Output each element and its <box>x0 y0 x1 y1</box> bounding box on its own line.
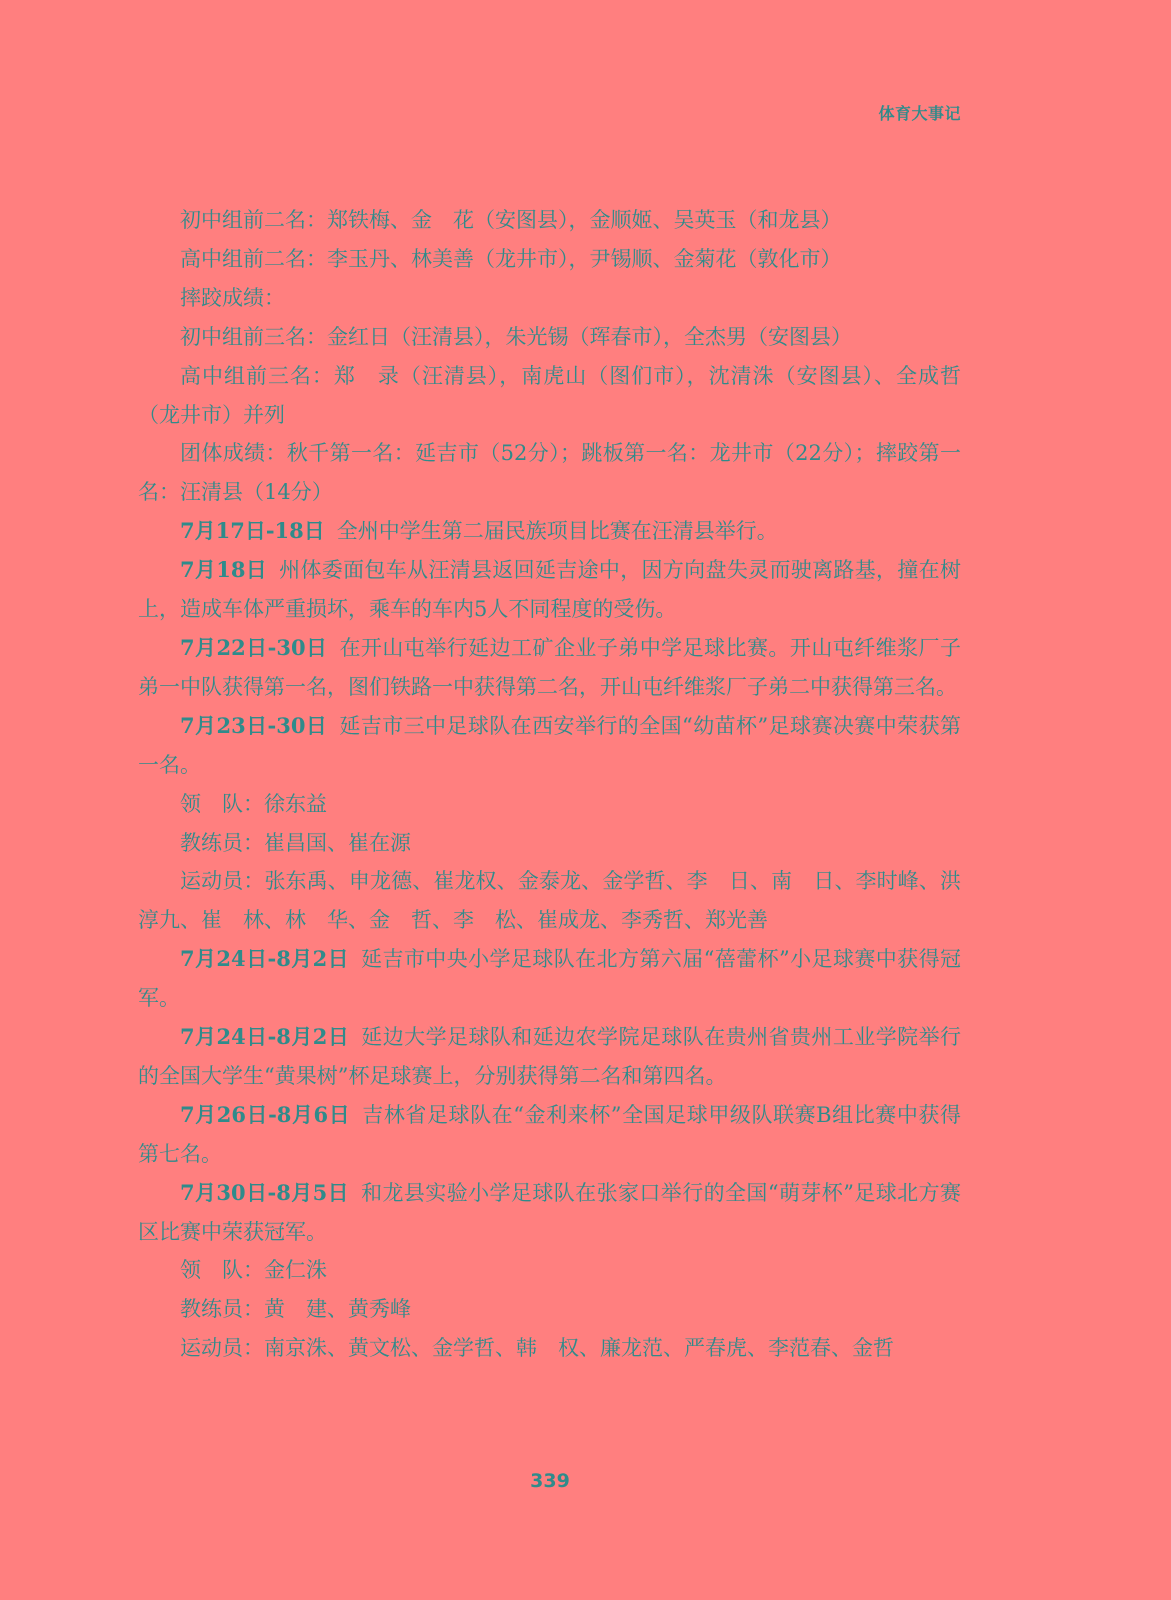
paragraph-text: 教练员：黄 建、黄秀峰 <box>180 1297 411 1322</box>
entry-text: 全州中学生第二届民族项目比赛在汪清县举行。 <box>336 519 778 544</box>
paragraph <box>138 279 961 318</box>
dated-entry <box>138 629 961 707</box>
body-text <box>138 201 961 1368</box>
paragraph <box>138 318 961 357</box>
entry-text: 和龙县实验小学足球队在张家口举行的全国“萌芽杯”足球北方赛区比赛中荣获冠军。 <box>138 1180 961 1244</box>
paragraph <box>138 1329 961 1368</box>
paragraph <box>138 824 961 863</box>
dated-entry <box>138 707 961 785</box>
paragraph <box>138 1290 961 1329</box>
running-header: 体育大事记 <box>878 104 961 123</box>
dated-entry <box>138 512 961 551</box>
paragraph-text: 高中组前三名：郑 录（汪清县），南虎山（图们市），沈清洙（安图县）、全成哲（龙井市）并列 <box>138 363 961 427</box>
entry-text: 州体委面包车从汪清县返回延吉途中，因方向盘失灵而驶离路基，撞在树上，造成车体严重损坏，乘车的车内5人不同程度的受伤。 <box>138 558 962 622</box>
dated-entry <box>138 1096 961 1174</box>
paragraph <box>138 1251 961 1290</box>
entry-date: 7月23日-30日 <box>180 712 328 738</box>
entry-date: 7月24日-8月2日 <box>180 1024 350 1050</box>
entry-text: 吉林省足球队在“金利来杯”全国足球甲级队联赛B组比赛中获得第七名。 <box>138 1102 961 1166</box>
paragraph <box>138 240 961 279</box>
paragraph <box>138 862 961 940</box>
paragraph-text: 领 队：徐东益 <box>180 791 327 816</box>
paragraph <box>138 434 961 512</box>
paragraph <box>138 201 961 240</box>
dated-entry <box>138 551 961 629</box>
paragraph-text: 领 队：金仁洙 <box>180 1258 327 1283</box>
entry-date: 7月22日-30日 <box>180 634 328 660</box>
dated-entry <box>138 940 961 1018</box>
paragraph-text: 初中组前二名：郑铁梅、金 花（安图县），金顺姬、吴英玉（和龙县） <box>180 208 842 232</box>
paragraph-text: 运动员：南京洙、黄文松、金学哲、韩 权、廉龙范、严春虎、李范春、金哲 <box>180 1336 894 1361</box>
dated-entry <box>138 1018 961 1096</box>
entry-date: 7月30日-8月5日 <box>180 1179 350 1205</box>
entry-text: 延吉市三中足球队在西安举行的全国“幼苗杯”足球赛决赛中荣获第一名。 <box>138 713 961 777</box>
paragraph <box>138 785 961 824</box>
entry-text: 延吉市中央小学足球队在北方第六届“蓓蕾杯”小足球赛中获得冠军。 <box>138 947 961 1011</box>
entry-text: 延边大学足球队和延边农学院足球队在贵州省贵州工业学院举行的全国大学生“黄果树”杯足球赛上，分别获得第二名和第四名。 <box>138 1025 962 1088</box>
paragraph-text: 高中组前二名：李玉丹、林美善（龙井市），尹锡顺、金菊花（敦化市） <box>180 246 842 271</box>
entry-date: 7月18日 <box>180 557 268 583</box>
paragraph-text: 摔跤成绩： <box>180 285 285 310</box>
paragraph-text: 初中组前三名：金红日（汪清县），朱光锡（珲春市），全杰男（安图县） <box>180 324 852 349</box>
paragraph-text: 运动员：张东禹、申龙德、崔龙权、金泰龙、金学哲、李 日、南 日、李时峰、洪淳九、崔 林、林 华、金 哲、李 松、崔成龙、李秀哲、郑光善 <box>138 869 961 933</box>
paragraph-text: 教练员：崔昌国、崔在源 <box>180 830 411 855</box>
page-number: 339 <box>530 1470 570 1492</box>
paragraph <box>138 357 961 435</box>
entry-date: 7月24日-8月2日 <box>180 946 350 972</box>
entry-date: 7月17日-18日 <box>180 518 325 544</box>
paragraph-text: 团体成绩：秋千第一名：延吉市（52分）；跳板第一名：龙井市（22分）；摔跤第一名：汪清县（14分） <box>138 441 961 505</box>
entry-text: 在开山屯举行延边工矿企业子弟中学足球比赛。开山屯纤维浆厂子弟一中队获得第一名，图们铁路一中获得第二名，开山屯纤维浆厂子弟二中获得第三名。 <box>138 635 961 699</box>
entry-date: 7月26日-8月6日 <box>180 1101 351 1127</box>
dated-entry <box>138 1174 961 1252</box>
